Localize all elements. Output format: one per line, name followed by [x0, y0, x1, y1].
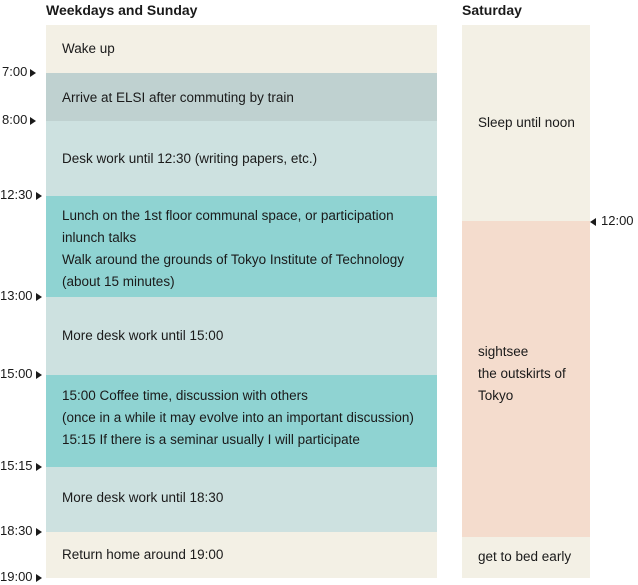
time-label: 8:00	[2, 112, 28, 127]
block-text: More desk work until 18:30	[62, 490, 224, 505]
arrow-right-icon	[36, 293, 42, 301]
weekday-block-desk-work-evening	[46, 467, 437, 532]
arrow-right-icon	[36, 528, 42, 536]
time-label: 18:30	[0, 523, 33, 538]
time-marker	[0, 523, 42, 539]
block-text: Lunch on the 1st floor communal space, or participation inlunch talks Walk around the grounds of Tokyo Institute of Technology (about 15 minutes)	[62, 208, 404, 289]
block-text: Sleep until noon	[478, 115, 575, 130]
saturday-block-bed-early	[462, 537, 590, 578]
time-label: 13:00	[0, 288, 33, 303]
arrow-right-icon	[36, 574, 42, 582]
weekday-block-return-home	[46, 532, 437, 578]
weekday-block-wake-up	[46, 25, 437, 73]
time-label: 15:15	[0, 458, 33, 473]
weekday-block-desk-work-afternoon	[46, 297, 437, 375]
weekday-block-lunch	[46, 196, 437, 297]
block-text: Return home around 19:00	[62, 547, 224, 562]
block-text: Wake up	[62, 41, 115, 56]
saturday-heading: Saturday	[462, 2, 522, 18]
time-marker	[2, 64, 36, 80]
time-label: 12:00	[601, 213, 634, 228]
saturday-block-sightsee	[462, 221, 590, 537]
weekday-block-arrive	[46, 73, 437, 121]
block-text: sightsee the outskirts of Tokyo	[478, 344, 566, 403]
weekday-block-desk-work-morning	[46, 121, 437, 196]
arrow-right-icon	[36, 463, 42, 471]
arrow-right-icon	[36, 192, 42, 200]
time-marker	[0, 288, 42, 304]
time-marker	[2, 112, 36, 128]
time-label: 7:00	[2, 64, 28, 79]
time-label: 15:00	[0, 366, 33, 381]
block-text: Desk work until 12:30 (writing papers, etc.)	[62, 151, 318, 166]
block-text: 15:00 Coffee time, discussion with others (once in a while it may evolve into an important discussion) 15:15 If there is a seminar usually I will participate	[62, 388, 414, 447]
arrow-right-icon	[30, 69, 36, 77]
block-text: get to bed early	[478, 549, 572, 564]
block-text: Arrive at ELSI after commuting by train	[62, 90, 294, 105]
time-label: 19:00	[0, 569, 33, 584]
time-label: 12:30	[0, 187, 33, 202]
time-marker	[0, 458, 42, 474]
saturday-block-sleep	[462, 25, 590, 221]
arrow-left-icon	[590, 218, 596, 226]
block-text: More desk work until 15:00	[62, 328, 224, 343]
time-marker	[0, 187, 42, 203]
weekday-block-coffee	[46, 375, 437, 467]
time-marker	[0, 366, 42, 382]
weekday-heading: Weekdays and Sunday	[46, 2, 198, 18]
arrow-right-icon	[30, 117, 36, 125]
arrow-right-icon	[36, 371, 42, 379]
time-marker	[590, 213, 634, 229]
time-marker	[0, 569, 42, 585]
